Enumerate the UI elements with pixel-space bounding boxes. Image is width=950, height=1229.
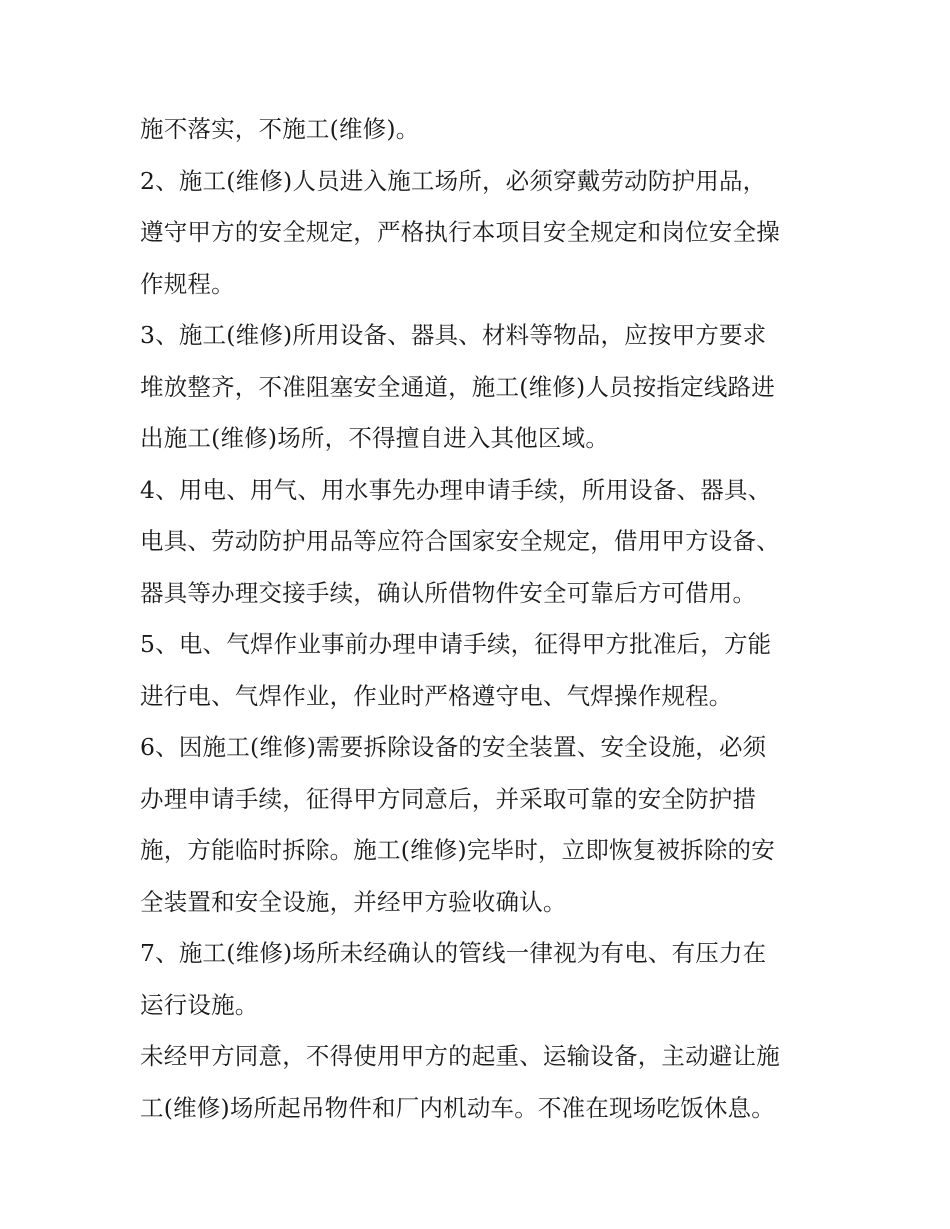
text-line: 出施工(维修)场所，不得擅自进入其他区域。	[140, 424, 610, 452]
text-line: 办理申请手续，征得甲方同意后，并采取可靠的安全防护措	[140, 784, 757, 813]
text-line: 6、因施工(维修)需要拆除设备的安全装置、安全设施，必须	[140, 733, 767, 761]
text-line: 电具、劳动防护用品等应符合国家安全规定，借用甲方设备、	[140, 527, 780, 555]
text-line: 施不落实，不施工(维修)。	[140, 115, 420, 143]
text-line: 全装置和安全设施，并经甲方验收确认。	[140, 887, 567, 916]
text-line: 运行设施。	[140, 990, 259, 1019]
text-line: 7、施工(维修)场所未经确认的管线一律视为有电、有压力在	[140, 939, 767, 967]
text-line: 工(维修)场所起吊物件和厂内机动车。不准在现场吃饭休息。	[140, 1093, 775, 1122]
text-line: 堆放整齐，不准阻塞安全通道，施工(维修)人员按指定线路进	[140, 372, 775, 401]
text-line: 5、电、气焊作业事前办理申请手续，征得甲方批准后，方能	[140, 630, 772, 658]
text-line: 进行电、气焊作业，作业时严格遵守电、气焊操作规程。	[140, 681, 733, 710]
text-line: 器具等办理交接手续，确认所借物件安全可靠后方可借用。	[140, 578, 757, 607]
text-line: 遵守甲方的安全规定，严格执行本项目安全规定和岗位安全操	[140, 218, 780, 246]
text-line: 未经甲方同意，不得使用甲方的起重、运输设备，主动避让施	[140, 1042, 780, 1070]
text-line: 4、用电、用气、用水事先办理申请手续，所用设备、器具、	[140, 475, 772, 504]
text-line: 施，方能临时拆除。施工(维修)完毕时，立即恢复被拆除的安	[140, 836, 775, 864]
text-line: 3、施工(维修)所用设备、器具、材料等物品，应按甲方要求	[140, 321, 767, 349]
document-body	[140, 104, 820, 1134]
text-line: 作规程。	[140, 269, 235, 298]
text-line: 2、施工(维修)人员进入施工场所，必须穿戴劳动防护用品，	[140, 166, 767, 195]
